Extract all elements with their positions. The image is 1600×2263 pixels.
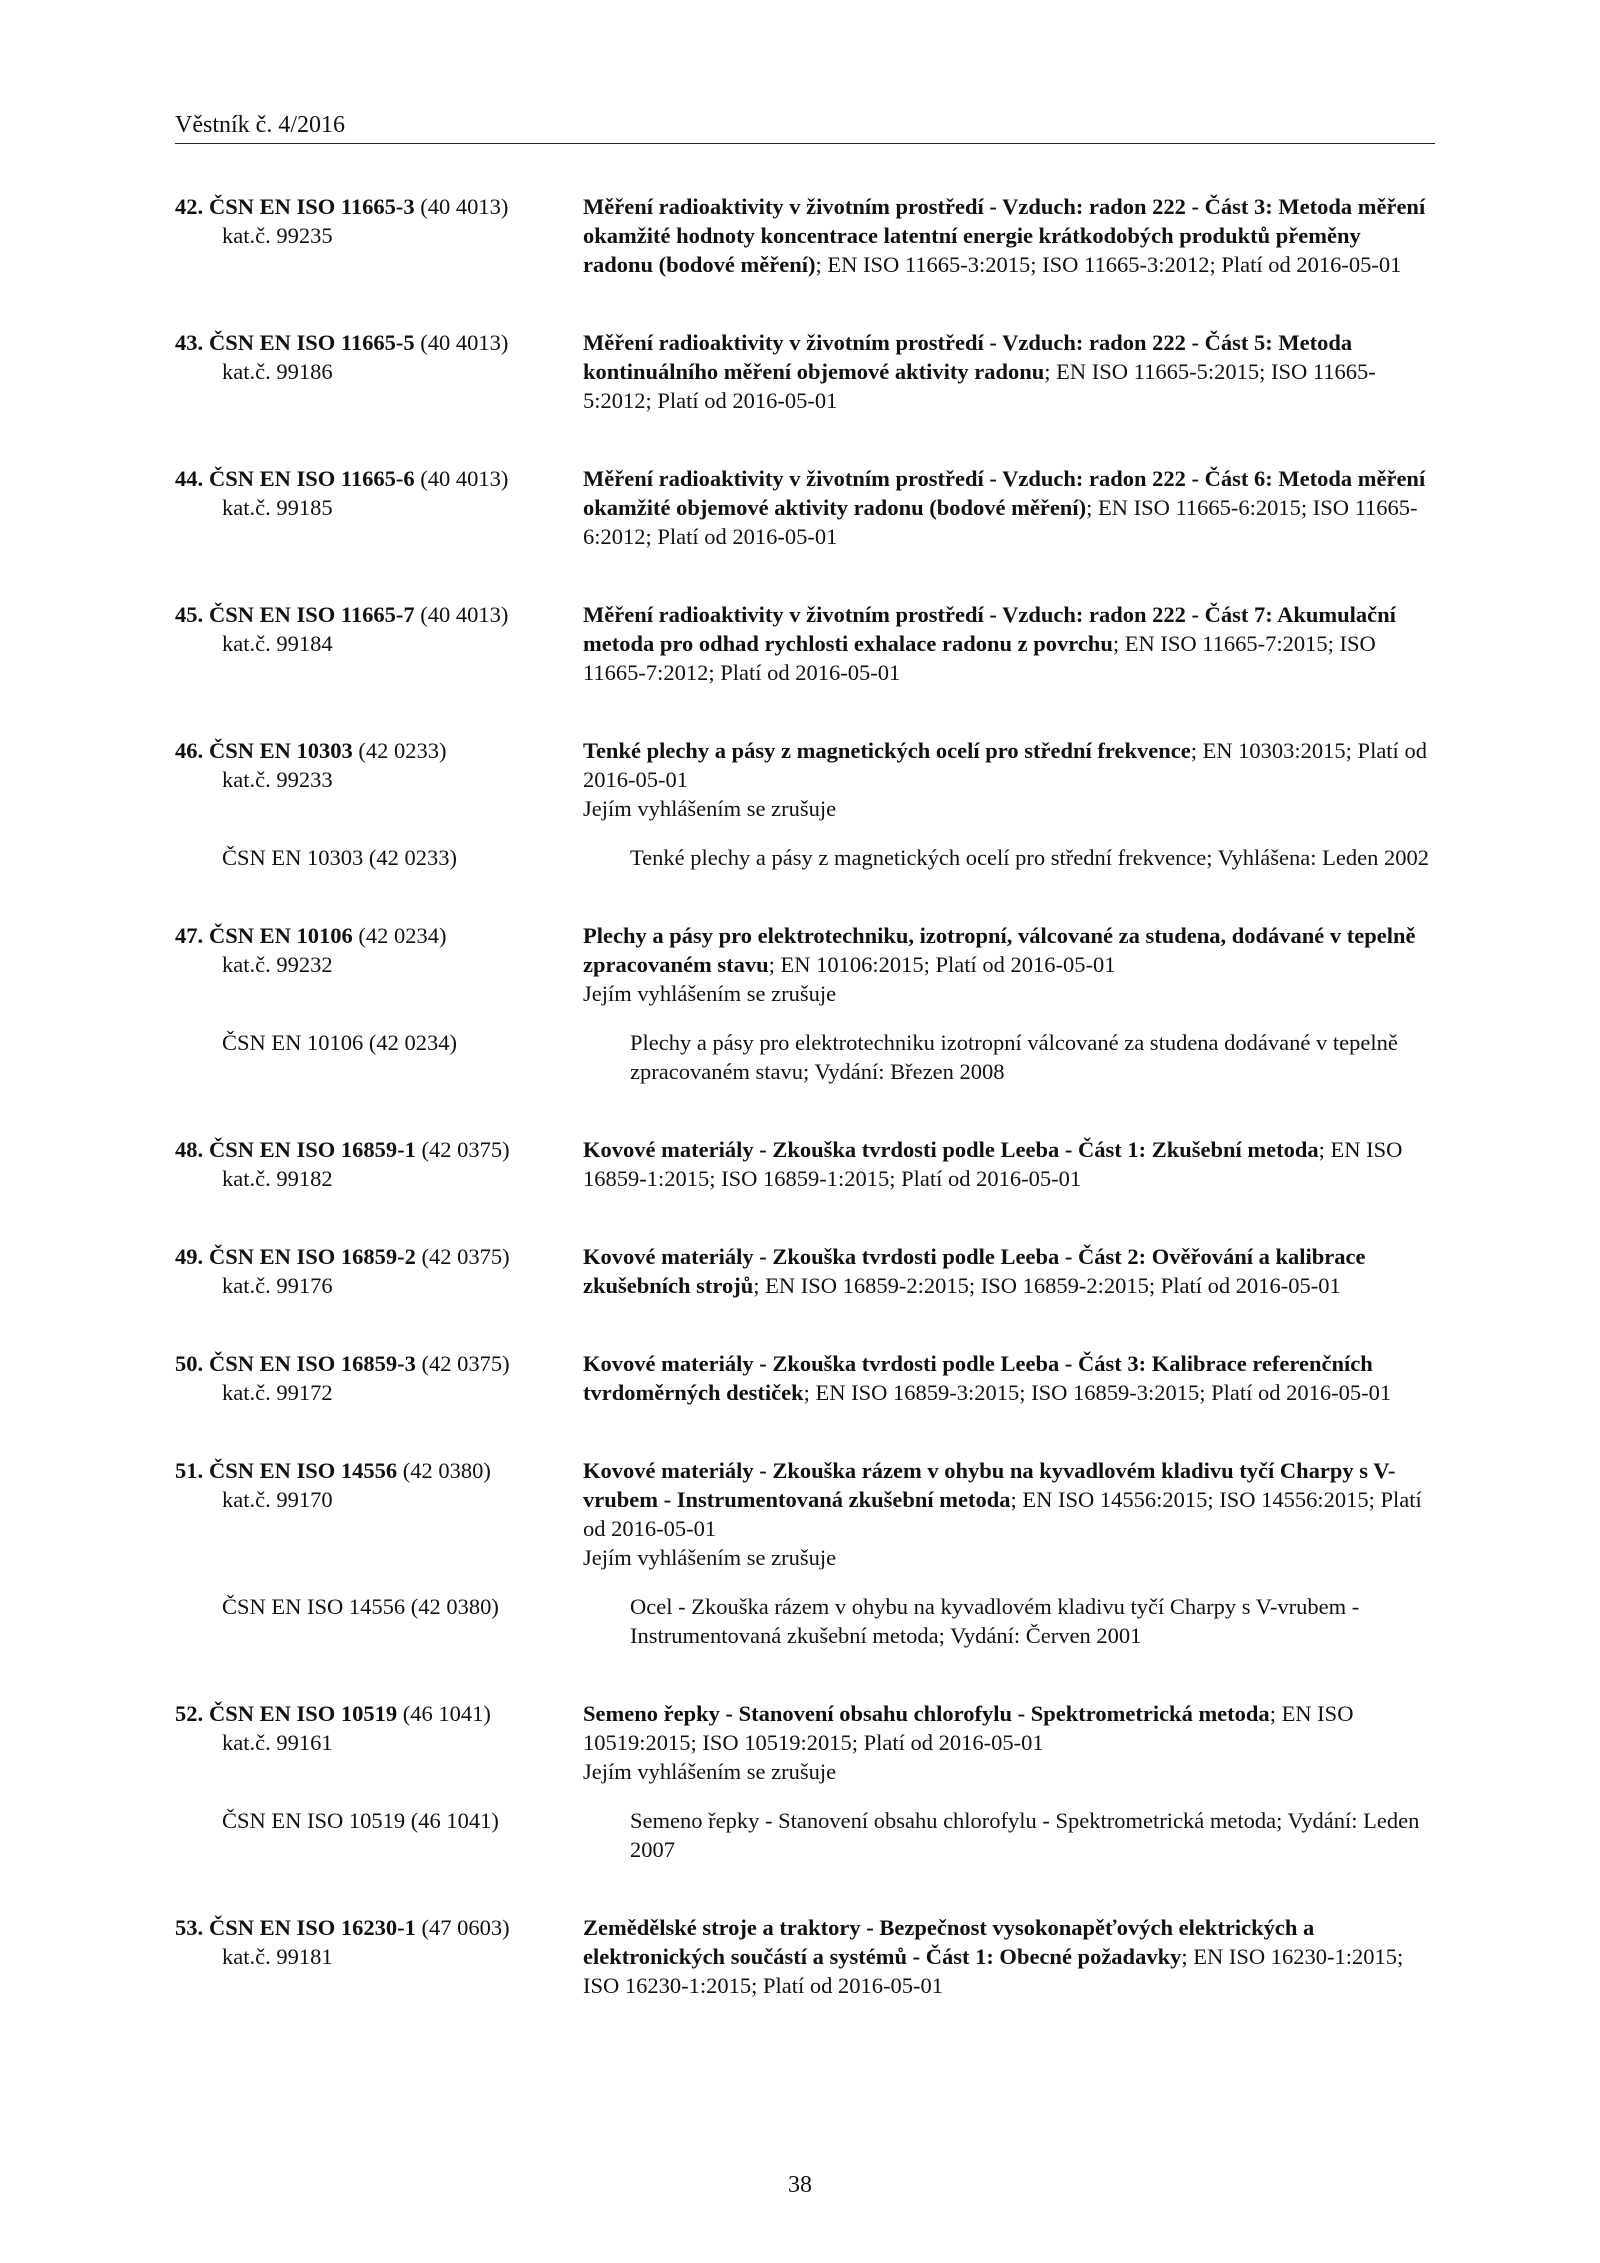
entry-identifier	[175, 1699, 583, 1757]
entry-number: 50.	[175, 1351, 204, 1376]
entry-description	[583, 921, 1435, 1008]
entry-main-row	[175, 192, 1435, 279]
entry-number: 49.	[175, 1244, 204, 1269]
standard-references: ; EN ISO 16859-1:2015; ISO 16859-1:2015; Platí od 2016-05-01	[583, 1137, 1403, 1191]
entry-code-line	[175, 1242, 583, 1271]
standard-entry	[175, 1242, 1435, 1300]
standard-title: Kovové materiály - Zkouška rázem v ohybu na kyvadlovém kladivu tyčí Charpy s V-vrubem - Instrumentovaná zkušební metoda	[583, 1458, 1396, 1512]
entry-main-row	[175, 328, 1435, 415]
standard-references: ; EN ISO 16230-1:2015; ISO 16230-1:2015; Platí od 2016-05-01	[583, 1944, 1404, 1998]
standard-title: Semeno řepky - Stanovení obsahu chlorofylu - Spektrometrická metoda	[583, 1701, 1270, 1726]
standard-code: ČSN EN ISO 16859-2	[209, 1244, 416, 1269]
standard-code: ČSN EN ISO 11665-3	[209, 194, 415, 219]
standard-references: ; EN ISO 11665-3:2015; ISO 11665-3:2012; Platí od 2016-05-01	[815, 252, 1402, 277]
entry-number: 47.	[175, 923, 204, 948]
catalog-number: kat.č. 99182	[222, 1166, 333, 1191]
catalog-number: kat.č. 99235	[222, 223, 333, 248]
entry-identifier	[175, 464, 583, 522]
standards-list	[175, 192, 1435, 2049]
entry-description	[583, 1456, 1435, 1572]
standard-references: ; EN 10106:2015; Platí od 2016-05-01	[768, 952, 1116, 977]
standard-title: Plechy a pásy pro elektrotechniku, izotropní, válcované za studena, dodávané v tepelně zpracovaném stavu	[583, 923, 1416, 977]
entry-main-row	[175, 464, 1435, 551]
replaced-standard-text: Plechy a pásy pro elektrotechniku izotropní válcované za studena dodávané v tepelně zpracovaném stavu; Vydání: Březen 2008	[630, 1030, 1398, 1084]
standard-code: ČSN EN 10106	[209, 923, 353, 948]
classification-number: (46 1041)	[397, 1701, 491, 1726]
standard-title: Kovové materiály - Zkouška tvrdosti podle Leeba - Část 1: Zkušební metoda	[583, 1137, 1319, 1162]
catalog-number: kat.č. 99176	[222, 1273, 333, 1298]
standard-references: ; EN ISO 11665-6:2015; ISO 11665-6:2012; Platí od 2016-05-01	[583, 495, 1418, 549]
catalog-number: kat.č. 99184	[222, 631, 333, 656]
replaced-standard-row	[175, 1592, 1435, 1650]
entry-identifier	[175, 1242, 583, 1300]
replaced-standard-text: Tenké plechy a pásy z magnetických ocelí pro střední frekvence; Vyhlášena: Leden 2002	[630, 845, 1429, 870]
entry-description	[583, 1913, 1435, 2000]
classification-number: (42 0380)	[397, 1458, 491, 1483]
standard-entry	[175, 921, 1435, 1086]
catalog-number: kat.č. 99172	[222, 1380, 333, 1405]
entry-number: 52.	[175, 1701, 204, 1726]
entry-code-line	[175, 192, 583, 221]
standard-title: Měření radioaktivity v životním prostředí - Vzduch: radon 222 - Část 7: Akumulační metoda pro odhad rychlosti exhalace radonu z povrchu	[583, 602, 1396, 656]
entry-number: 45.	[175, 602, 204, 627]
standard-entry	[175, 464, 1435, 551]
entry-number: 42.	[175, 194, 204, 219]
entry-main-row	[175, 921, 1435, 1008]
standard-code: ČSN EN ISO 16859-3	[209, 1351, 416, 1376]
standard-entry	[175, 1456, 1435, 1650]
standard-title: Měření radioaktivity v životním prostředí - Vzduch: radon 222 - Část 6: Metoda měření okamžité objemové aktivity radonu (bodové měření)	[583, 466, 1426, 520]
standard-references: ; EN ISO 16859-3:2015; ISO 16859-3:2015; Platí od 2016-05-01	[803, 1380, 1392, 1405]
entry-code-line	[175, 1349, 583, 1378]
entry-main-row	[175, 1913, 1435, 2000]
standard-title: Měření radioaktivity v životním prostředí - Vzduch: radon 222 - Část 3: Metoda měření okamžité hodnoty koncentrace latentní energie krátkodobých produktů přeměny radonu (bodové měření)	[583, 194, 1426, 277]
standard-code: ČSN EN ISO 11665-6	[209, 466, 415, 491]
entry-identifier	[175, 1913, 583, 1971]
journal-issue-title: Věstník č. 4/2016	[175, 112, 345, 138]
standard-entry	[175, 1135, 1435, 1193]
standard-code: ČSN EN ISO 16859-1	[209, 1137, 416, 1162]
entry-code-line	[175, 600, 583, 629]
standard-references: ; EN 10303:2015; Platí od 2016-05-01	[583, 738, 1427, 792]
entry-main-row	[175, 736, 1435, 823]
entry-description	[583, 736, 1435, 823]
entry-main-row	[175, 1242, 1435, 1300]
entry-main-row	[175, 1699, 1435, 1786]
standard-code: ČSN EN ISO 11665-7	[209, 602, 415, 627]
replaced-standard-code: ČSN EN ISO 10519 (46 1041)	[222, 1808, 499, 1833]
classification-number: (40 4013)	[414, 602, 509, 627]
standard-references: ; EN ISO 11665-5:2015; ISO 11665-5:2012; Platí od 2016-05-01	[583, 359, 1376, 413]
entry-main-row	[175, 1349, 1435, 1407]
entry-number: 48.	[175, 1137, 204, 1162]
standard-title: Kovové materiály - Zkouška tvrdosti podle Leeba - Část 3: Kalibrace referenčních tvrdoměrných destiček	[583, 1351, 1373, 1405]
standard-code: ČSN EN ISO 11665-5	[209, 330, 415, 355]
replaced-standard-code: ČSN EN 10303 (42 0233)	[222, 845, 457, 870]
entry-description	[583, 1349, 1435, 1407]
standard-code: ČSN EN ISO 10519	[209, 1701, 398, 1726]
entry-description	[583, 1699, 1435, 1786]
standard-code: ČSN EN 10303	[209, 738, 353, 763]
entry-description	[583, 464, 1435, 551]
classification-number: (40 4013)	[414, 194, 509, 219]
classification-number: (42 0375)	[415, 1137, 510, 1162]
entry-code-line	[175, 328, 583, 357]
entry-code-line	[175, 1135, 583, 1164]
entry-code-line	[175, 1913, 583, 1942]
page-number: 38	[788, 2172, 812, 2198]
standard-entry	[175, 600, 1435, 687]
standard-code: ČSN EN ISO 14556	[209, 1458, 398, 1483]
replaced-standard-code: ČSN EN 10106 (42 0234)	[222, 1030, 457, 1055]
entry-number: 44.	[175, 466, 204, 491]
replaced-standard-code: ČSN EN ISO 14556 (42 0380)	[222, 1594, 499, 1619]
classification-number: (42 0234)	[352, 923, 447, 948]
catalog-number: kat.č. 99232	[222, 952, 333, 977]
entry-identifier	[175, 1349, 583, 1407]
entry-number: 43.	[175, 330, 204, 355]
entry-number: 46.	[175, 738, 204, 763]
cancellation-note: Jejím vyhlášením se zrušuje	[583, 1545, 837, 1570]
entry-identifier	[175, 328, 583, 386]
cancellation-note: Jejím vyhlášením se zrušuje	[583, 796, 837, 821]
catalog-number: kat.č. 99186	[222, 359, 333, 384]
entry-code-line	[175, 1456, 583, 1485]
entry-description	[583, 192, 1435, 279]
catalog-number: kat.č. 99161	[222, 1730, 333, 1755]
entry-code-line	[175, 464, 583, 493]
catalog-number: kat.č. 99233	[222, 767, 333, 792]
replaced-standard-row	[175, 1028, 1435, 1086]
standard-title: Tenké plechy a pásy z magnetických ocelí pro střední frekvence	[583, 738, 1191, 763]
catalog-number: kat.č. 99181	[222, 1944, 333, 1969]
entry-main-row	[175, 600, 1435, 687]
replaced-standard-row	[175, 1806, 1435, 1864]
standard-code: ČSN EN ISO 16230-1	[209, 1915, 416, 1940]
entry-number: 53.	[175, 1915, 204, 1940]
entry-main-row	[175, 1135, 1435, 1193]
standard-title: Kovové materiály - Zkouška tvrdosti podle Leeba - Část 2: Ověřování a kalibrace zkušebních strojů	[583, 1244, 1366, 1298]
entry-main-row	[175, 1456, 1435, 1572]
replaced-standard-text: Semeno řepky - Stanovení obsahu chlorofylu - Spektrometrická metoda; Vydání: Leden 2007	[630, 1808, 1420, 1862]
standard-entry	[175, 736, 1435, 872]
entry-identifier	[175, 921, 583, 979]
entry-code-line	[175, 1699, 583, 1728]
standard-title: Zemědělské stroje a traktory - Bezpečnost vysokonapěťových elektrických a elektronických součástí a systémů - Část 1: Obecné požadavky	[583, 1915, 1315, 1969]
cancellation-note: Jejím vyhlášením se zrušuje	[583, 1759, 837, 1784]
classification-number: (42 0375)	[415, 1244, 510, 1269]
entry-code-line	[175, 736, 583, 765]
page-header	[175, 110, 1435, 144]
classification-number: (42 0233)	[352, 738, 447, 763]
standard-entry	[175, 328, 1435, 415]
entry-identifier	[175, 1456, 583, 1514]
entry-identifier	[175, 736, 583, 794]
standard-references: ; EN ISO 10519:2015; ISO 10519:2015; Platí od 2016-05-01	[583, 1701, 1354, 1755]
entry-description	[583, 328, 1435, 415]
standard-entry	[175, 1349, 1435, 1407]
replaced-standard-row	[175, 843, 1435, 872]
entry-identifier	[175, 600, 583, 658]
entry-description	[583, 1135, 1435, 1193]
catalog-number: kat.č. 99185	[222, 495, 333, 520]
entry-code-line	[175, 921, 583, 950]
standard-entry	[175, 192, 1435, 279]
replaced-standard-text: Ocel - Zkouška rázem v ohybu na kyvadlovém kladivu tyčí Charpy s V-vrubem - Instrumentovaná zkušební metoda; Vydání: Červen 2001	[630, 1594, 1360, 1648]
entry-identifier	[175, 1135, 583, 1193]
entry-identifier	[175, 192, 583, 250]
standard-entry	[175, 1913, 1435, 2000]
classification-number: (40 4013)	[414, 466, 509, 491]
standard-references: ; EN ISO 14556:2015; ISO 14556:2015; Platí od 2016-05-01	[583, 1487, 1422, 1541]
standard-references: ; EN ISO 11665-7:2015; ISO 11665-7:2012; Platí od 2016-05-01	[583, 631, 1376, 685]
entry-description	[583, 600, 1435, 687]
classification-number: (47 0603)	[415, 1915, 510, 1940]
standard-references: ; EN ISO 16859-2:2015; ISO 16859-2:2015; Platí od 2016-05-01	[753, 1273, 1341, 1298]
standard-title: Měření radioaktivity v životním prostředí - Vzduch: radon 222 - Část 5: Metoda kontinuálního měření objemové aktivity radonu	[583, 330, 1353, 384]
cancellation-note: Jejím vyhlášením se zrušuje	[583, 981, 837, 1006]
entry-description	[583, 1242, 1435, 1300]
classification-number: (40 4013)	[414, 330, 509, 355]
classification-number: (42 0375)	[415, 1351, 510, 1376]
catalog-number: kat.č. 99170	[222, 1487, 333, 1512]
entry-number: 51.	[175, 1458, 204, 1483]
standard-entry	[175, 1699, 1435, 1864]
